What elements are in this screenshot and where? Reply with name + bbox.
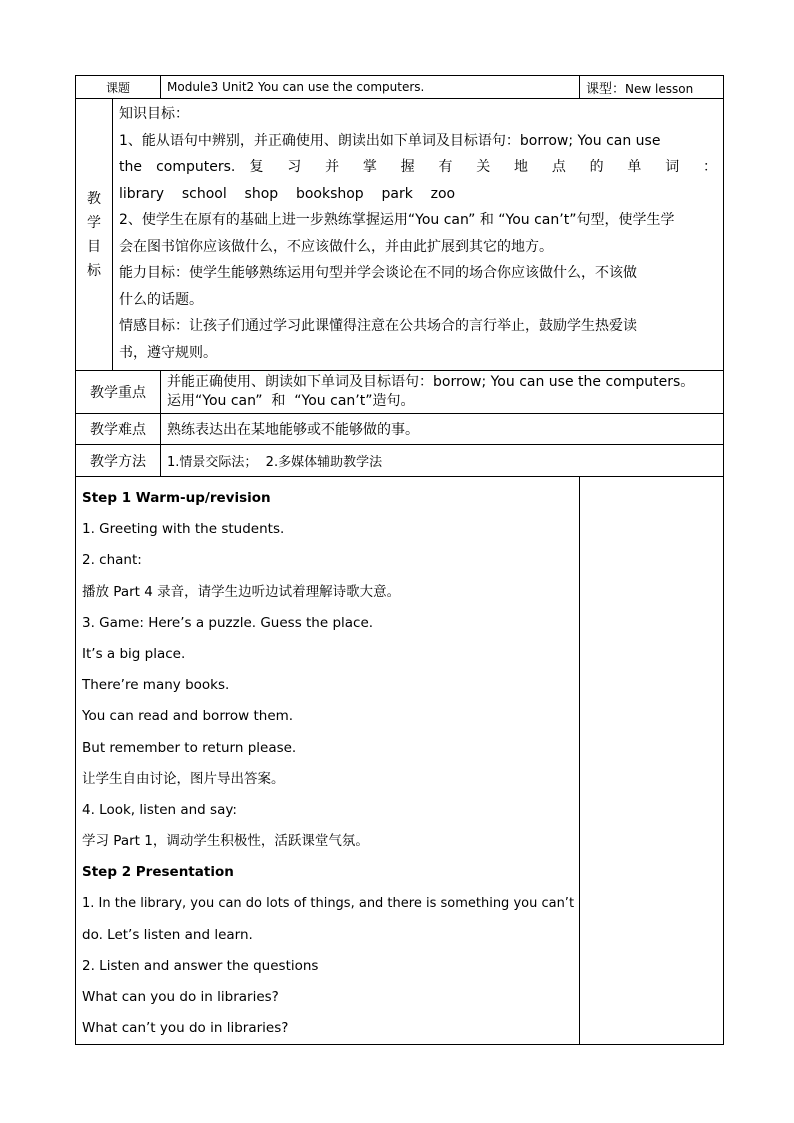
step-heading: Step 2 Presentation (82, 864, 234, 881)
key-points-line: 并能正确使用、朗读如下单词及目标语句：borrow; You can use the computers。 (167, 374, 695, 390)
knowledge-line: 1、能从语句中辨别，并正确使用、朗读出如下单词及目标语句：borrow; You can use (119, 132, 661, 149)
process-line: 学习 Part 1，调动学生积极性，活跃课堂气氛。 (82, 833, 369, 850)
process-line: 播放 Part 4 录音，请学生边听边试着理解诗歌大意。 (82, 583, 401, 600)
process-row (76, 477, 724, 1045)
process-line: 3. Game: Here’s a puzzle. Guess the place. (82, 614, 374, 631)
process-content (76, 477, 580, 1045)
objectives-row (76, 99, 724, 371)
method-label: 教学方法 (76, 445, 161, 477)
topic-value: Module3 Unit2 You can use the computers. (161, 76, 580, 99)
difficulty-row (76, 414, 724, 445)
ability-line: 什么的话题。 (119, 291, 203, 308)
lesson-type (580, 76, 724, 99)
ability-line: 能力目标：使学生能够熟练运用句型并学会谈论在不同的场合你应该做什么，不该做 (119, 265, 637, 281)
knowledge-title: 知识目标： (119, 106, 189, 122)
lesson-plan-page (75, 75, 723, 1045)
method-content: 1.情景交际法； 2.多媒体辅助教学法 (161, 445, 724, 477)
process-line: There’re many books. (82, 677, 230, 694)
emotion-line: 情感目标：让孩子们通过学习此课懂得注意在公共场合的言行举止，鼓励学生热爱读 (119, 318, 637, 334)
header-row (76, 76, 724, 99)
process-line: 1. Greeting with the students. (82, 521, 285, 538)
objectives-label-char: 标 (87, 262, 101, 279)
lesson-type-label: 课型： (586, 81, 626, 97)
method-row (76, 445, 724, 477)
objectives-label-char: 学 (87, 214, 101, 231)
process-line: 2. Listen and answer the questions (82, 957, 319, 974)
notes-column (580, 477, 724, 1045)
objectives-label (76, 99, 113, 371)
process-line: What can you do in libraries? (82, 989, 279, 1005)
process-line: 让学生自由讨论，图片导出答案。 (82, 770, 285, 787)
lesson-plan-table (75, 75, 724, 1045)
difficulty-content: 熟练表达出在某地能够或不能够做的事。 (161, 414, 724, 445)
key-points-label: 教学重点 (76, 371, 161, 414)
knowledge-line: 会在图书馆你应该做什么，不应该做什么，并由此扩展到其它的地方。 (119, 238, 553, 255)
knowledge-line: library school shop bookshop park zoo (119, 185, 456, 202)
objectives-content (113, 99, 724, 371)
key-points-line: 运用“You can” 和 “You can’t”造句。 (167, 393, 415, 409)
objectives-label-char: 教 (87, 190, 101, 207)
process-line: 1. In the library, you can do lots of things, and there is something you can’t (82, 896, 575, 912)
knowledge-line: 2、使学生在原有的基础上进一步熟练掌握运用“You can” 和 “You can’t”句型，使学生学 (119, 212, 675, 228)
key-points-content (161, 371, 724, 414)
process-line: What can’t you do in libraries? (82, 1020, 289, 1037)
knowledge-line: the computers. 复 习 并 掌 握 有 关 地 点 的 单 词 ： (119, 159, 718, 175)
process-line: 2. chant: (82, 552, 142, 569)
process-line: 4. Look, listen and say: (82, 801, 237, 818)
lesson-type-value: New lesson (625, 81, 694, 96)
objectives-label-char: 目 (87, 238, 101, 255)
process-line: It’s a big place. (82, 645, 186, 662)
difficulty-label: 教学难点 (76, 414, 161, 445)
topic-label: 课题 (76, 76, 161, 99)
step-heading: Step 1 Warm-up/revision (82, 490, 271, 506)
emotion-line: 书，遵守规则。 (119, 344, 217, 361)
process-line: You can read and borrow them. (82, 708, 294, 725)
process-line: do. Let’s listen and learn. (82, 926, 253, 943)
process-line: But remember to return please. (82, 739, 297, 756)
key-points-row (76, 371, 724, 414)
